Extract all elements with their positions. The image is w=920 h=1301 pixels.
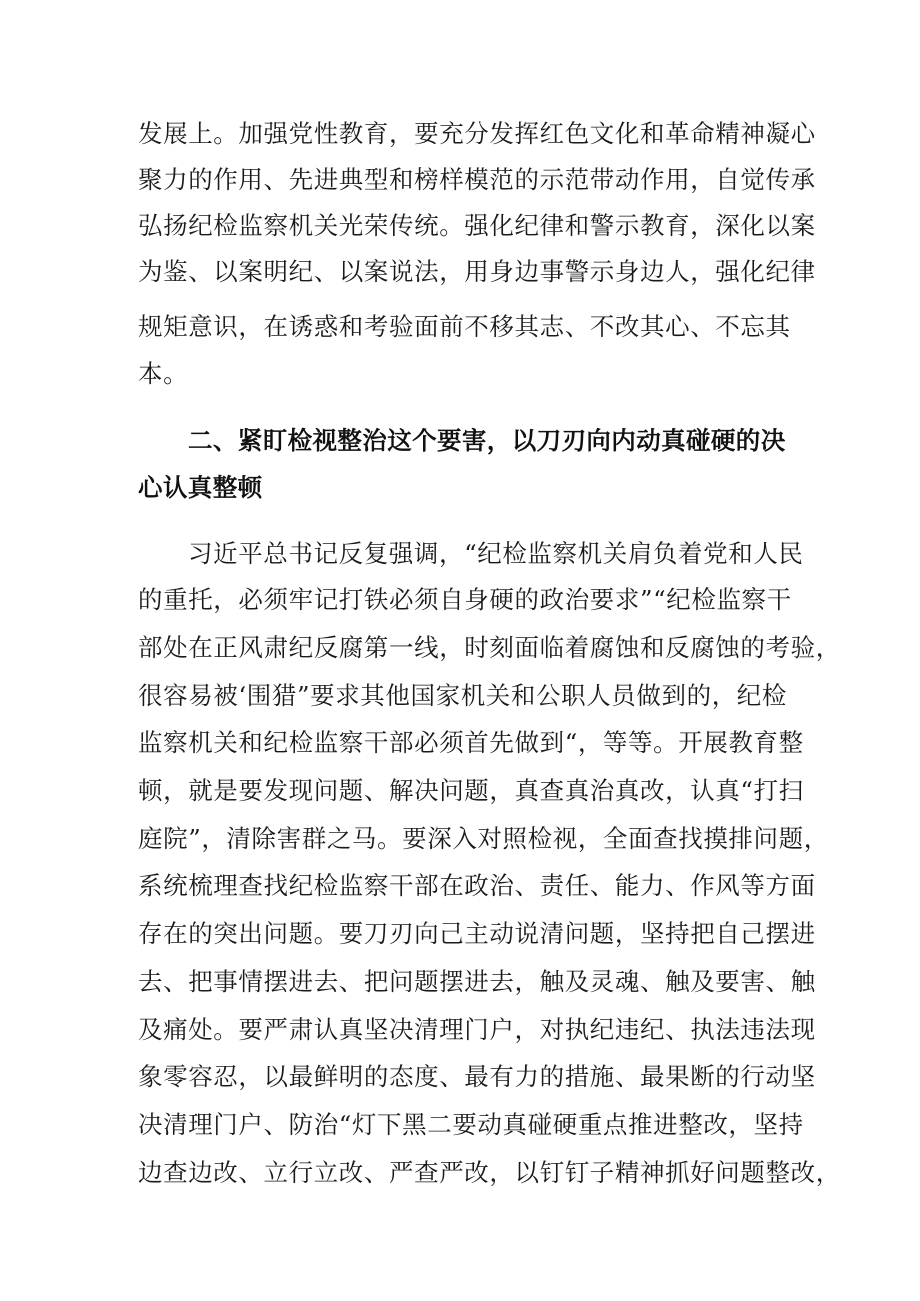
- paragraph-2-line-5: 监察机关和纪检监察干部必须首先做到“，等等。开展教育整: [138, 728, 804, 757]
- paragraph-2-line-2: 的重托，必须牢记打铁必须自身硬的政治要求”“纪检监察干: [138, 585, 792, 614]
- paragraph-1-line-6: 本。: [138, 359, 189, 388]
- paragraph-2-line-6: 顿，就是要发现问题、解决问题，真查真治真改，认真“打扫: [138, 776, 804, 805]
- paragraph-1-line-3: 弘扬纪检监察机关光荣传统。强化纪律和警示教育，深化以案: [138, 211, 816, 240]
- paragraph-2-line-11: 及痛处。要严肃认真坚决清理门户，对执纪违纪、执法违法现: [138, 1015, 816, 1044]
- paragraph-2-line-4: 很容易被‘围猎”要求其他国家机关和公职人员做到的，纪检: [138, 681, 788, 710]
- section-heading-line-2: 心认真整顿: [138, 473, 263, 502]
- paragraph-2-line-13: 决清理门户、防治“灯下黑二要动真碰硬重点推进整改，坚持: [138, 1110, 804, 1139]
- paragraph-2-line-9: 存在的突出问题。要刀刃向己主动说清问题，坚持把自己摆进: [138, 919, 816, 948]
- paragraph-2-line-3: 部处在正风肃纪反腐第一线，时刻面临着腐蚀和反腐蚀的考验，: [138, 633, 841, 662]
- paragraph-2-line-1: 习近平总书记反复强调，“纪检监察机关肩负着党和人民: [188, 539, 804, 568]
- paragraph-2-line-10: 去、把事情摆进去、把问题摆进去，触及灵魂、触及要害、触: [138, 967, 816, 996]
- paragraph-1-line-4: 为鉴、以案明纪、以案说法，用身边事警示身边人，强化纪律: [138, 257, 816, 286]
- paragraph-1-line-2: 聚力的作用、先进典型和榜样模范的示范带动作用，自觉传承: [138, 165, 816, 194]
- paragraph-2-line-7: 庭院”，清除害群之马。要深入对照检视，全面查找摸排问题，: [138, 824, 829, 853]
- paragraph-2-line-14: 边查边改、立行立改、严查严改，以钉钉子精神抓好问题整改，: [138, 1158, 841, 1187]
- paragraph-1-line-1: 发展上。加强党性教育，要充分发挥红色文化和革命精神凝心: [138, 119, 816, 148]
- paragraph-2-line-12: 象零容忍，以最鲜明的态度、最有力的措施、最果断的行动坚: [138, 1062, 816, 1091]
- paragraph-2-line-8: 系统梳理查找纪检监察干部在政治、责任、能力、作风等方面: [138, 871, 816, 900]
- section-heading-line-1: 二、紧盯检视整治这个要害，以刀刃向内动真碰硬的决: [188, 426, 786, 455]
- paragraph-1-line-5: 规矩意识，在诱惑和考验面前不移其志、不改其心、不忘其: [138, 312, 791, 341]
